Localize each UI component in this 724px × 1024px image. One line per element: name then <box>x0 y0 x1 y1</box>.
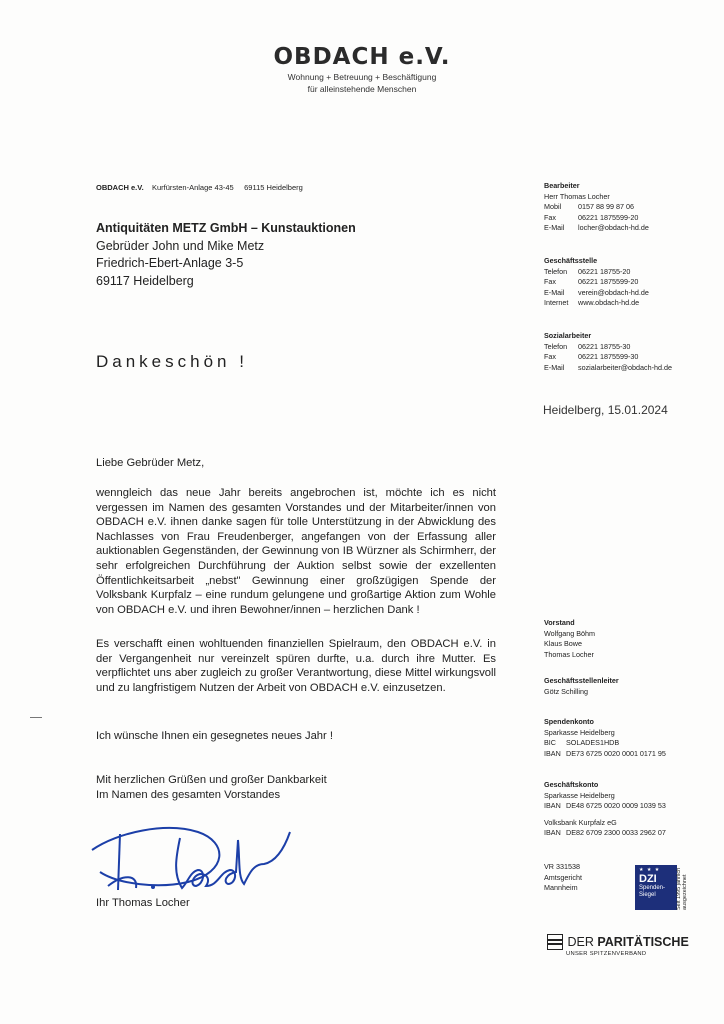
stars-icon: ★ ★ ★ <box>639 867 661 873</box>
letterhead <box>0 44 724 94</box>
dzi-label-2: Siegel <box>639 892 656 898</box>
dzi-side-text: Seit 1995 jährlich ausgezeichnet <box>676 867 688 910</box>
fold-mark <box>30 717 42 718</box>
dzi-label-1: Spenden- <box>639 885 666 891</box>
sidebar-sozialarbeiter <box>544 331 672 373</box>
bank-row: IBAN DE48 6725 0020 0009 1039 53 <box>544 801 666 811</box>
recipient-address <box>96 220 356 290</box>
sender-city: 69115 Heidelberg <box>244 183 303 192</box>
register-number: VR 331538 <box>544 862 580 871</box>
geschaeftsstelle-heading: Geschäftsstelle <box>544 256 598 265</box>
bank-row: IBAN DE82 6709 2300 0033 2962 07 <box>544 828 666 838</box>
letter-subject: Dankeschön ! <box>96 352 248 371</box>
contact-row: Telefon 06221 18755-20 <box>544 266 631 276</box>
paragraph-3 <box>96 729 496 744</box>
gsl-name: Götz Schilling <box>544 686 588 696</box>
closing-line-2: Im Namen des gesamten Vorstandes <box>96 788 281 801</box>
register-city: Mannheim <box>544 883 578 893</box>
paragraph-3-text: Ich wünsche Ihnen ein gesegnetes neues Jahr ! <box>96 730 333 742</box>
sidebar-geschaeftsstelle <box>544 256 649 309</box>
paritaet-square-icon <box>547 934 563 950</box>
gsl-heading: Geschäftsstellenleiter <box>544 676 619 685</box>
salutation-text: Liebe Gebrüder Metz, <box>96 457 205 469</box>
contact-row: E-Mail verein@obdach-hd.de <box>544 287 649 297</box>
sender-line <box>96 183 303 192</box>
org-tagline-1: Wohnung + Betreuung + Beschäftigung <box>287 72 437 82</box>
contact-row: Fax 06221 1875599-20 <box>544 212 639 222</box>
dzi-seal <box>635 865 677 910</box>
contact-row: E-Mail sozialarbeiter@obdach-hd.de <box>544 362 673 372</box>
sidebar-gsl <box>544 676 619 697</box>
sidebar-register <box>544 862 582 894</box>
sender-org: OBDACH e.V. <box>96 183 144 192</box>
contact-row: Telefon 06221 18755-30 <box>544 341 631 351</box>
vorstand-member: Klaus Bowe <box>544 639 582 649</box>
sender-street: Kurfürsten-Anlage 43-45 <box>152 183 234 192</box>
geschaeftskonto-heading: Geschäftskonto <box>544 780 599 789</box>
paragraph-1-text: wenngleich das neue Jahr bereits angebrochen ist, möchte ich es nicht vergessen im Namen des gesamten Vorstandes und der Mitarbeiter/innen von OBDACH e.V. ihnen danke sagen für tolle Unterstützung in der Abwicklung des Nachlasses von Frau Freudenberger, angefangen von der Erfassung aller auktionablen Gegenständen, der Gewinnung von IB Würzner als Schirmherr, der sehr erfolgreichen Durchführung der Auktion selbst sowie der exzellenten Öffentlichkeitsarbeit „nebst" Gewinnung einer großzügigen Spende der Volksbank Kurpfalz – eine rundum gelungene und großartige Aktion zum Wohle von OBDACH e.V. und ihren Bewohner/innen – herzlichen Dank ! <box>96 487 496 616</box>
paragraph-2 <box>96 637 496 695</box>
dzi-title: DZI <box>639 873 657 885</box>
recipient-street: Friedrich-Ebert-Anlage 3-5 <box>96 256 244 270</box>
vorstand-member: Thomas Locher <box>544 649 594 659</box>
bank-row: IBAN DE73 6725 0020 0001 0171 95 <box>544 748 666 758</box>
sozialarbeiter-heading: Sozialarbeiter <box>544 331 592 340</box>
paragraph-1 <box>96 486 496 617</box>
closing-line-1: Mit herzlichen Grüßen und großer Dankbarkeit <box>96 774 327 786</box>
contact-row: Fax 06221 1875599-30 <box>544 352 639 362</box>
paritaet-subline: UNSER SPITZENVERBAND <box>566 951 647 957</box>
recipient-line2: Gebrüder John und Mike Metz <box>96 238 265 253</box>
handwritten-signature <box>78 812 308 902</box>
closing <box>96 773 496 802</box>
contact-row: Mobil 0157 88 99 87 06 <box>544 202 634 212</box>
signature-name: Ihr Thomas Locher <box>96 897 190 909</box>
contact-row: Fax 06221 1875599-20 <box>544 277 639 287</box>
sidebar-vorstand <box>544 618 595 660</box>
spendenkonto-bank: Sparkasse Heidelberg <box>544 727 615 737</box>
sidebar-bearbeiter <box>544 181 649 234</box>
paragraph-2-text: Es verschafft einen wohltuenden finanziellen Spielraum, den OBDACH e.V. in der Vergangenheit nur vereinzelt spüren durfte, u.a. durch ihre Mutter. Es verpflichtet uns aber zugleich zu großer Verantwortung, diese Mittel wirkungsvoll und zu langfristigem Nutzen der Arbeit von OBDACH e.V. einzusetzen. <box>96 638 496 694</box>
register-court: Amtsgericht <box>544 872 582 882</box>
recipient-firm: Antiquitäten METZ GmbH – Kunstauktionen <box>96 221 356 235</box>
contact-row: Internet www.obdach-hd.de <box>544 298 640 308</box>
spendenkonto-heading: Spendenkonto <box>544 717 594 726</box>
geschaeftskonto-bank-2: Volksbank Kurpfalz eG <box>544 817 617 827</box>
contact-row: E-Mail locher@obdach-hd.de <box>544 223 649 233</box>
geschaeftskonto-bank-1: Sparkasse Heidelberg <box>544 790 615 800</box>
paritaetische-logo <box>547 933 689 957</box>
sidebar-spendenkonto <box>544 717 666 759</box>
recipient-city: 69117 Heidelberg <box>96 273 194 288</box>
letter-date: Heidelberg, 15.01.2024 <box>543 403 668 417</box>
vorstand-heading: Vorstand <box>544 618 575 627</box>
org-logo-name: OBDACH e.V. <box>273 44 451 70</box>
bearbeiter-name: Herr Thomas Locher <box>544 191 610 201</box>
vorstand-member: Wolfgang Böhm <box>544 628 596 638</box>
bank-row: BIC SOLADES1HDB <box>544 738 620 748</box>
salutation <box>96 456 496 471</box>
sidebar-geschaeftskonto <box>544 780 666 839</box>
bearbeiter-heading: Bearbeiter <box>544 181 580 190</box>
paritaet-name: DER PARITÄTISCHE <box>567 934 689 949</box>
org-tagline-2: für alleinstehende Menschen <box>307 84 417 94</box>
